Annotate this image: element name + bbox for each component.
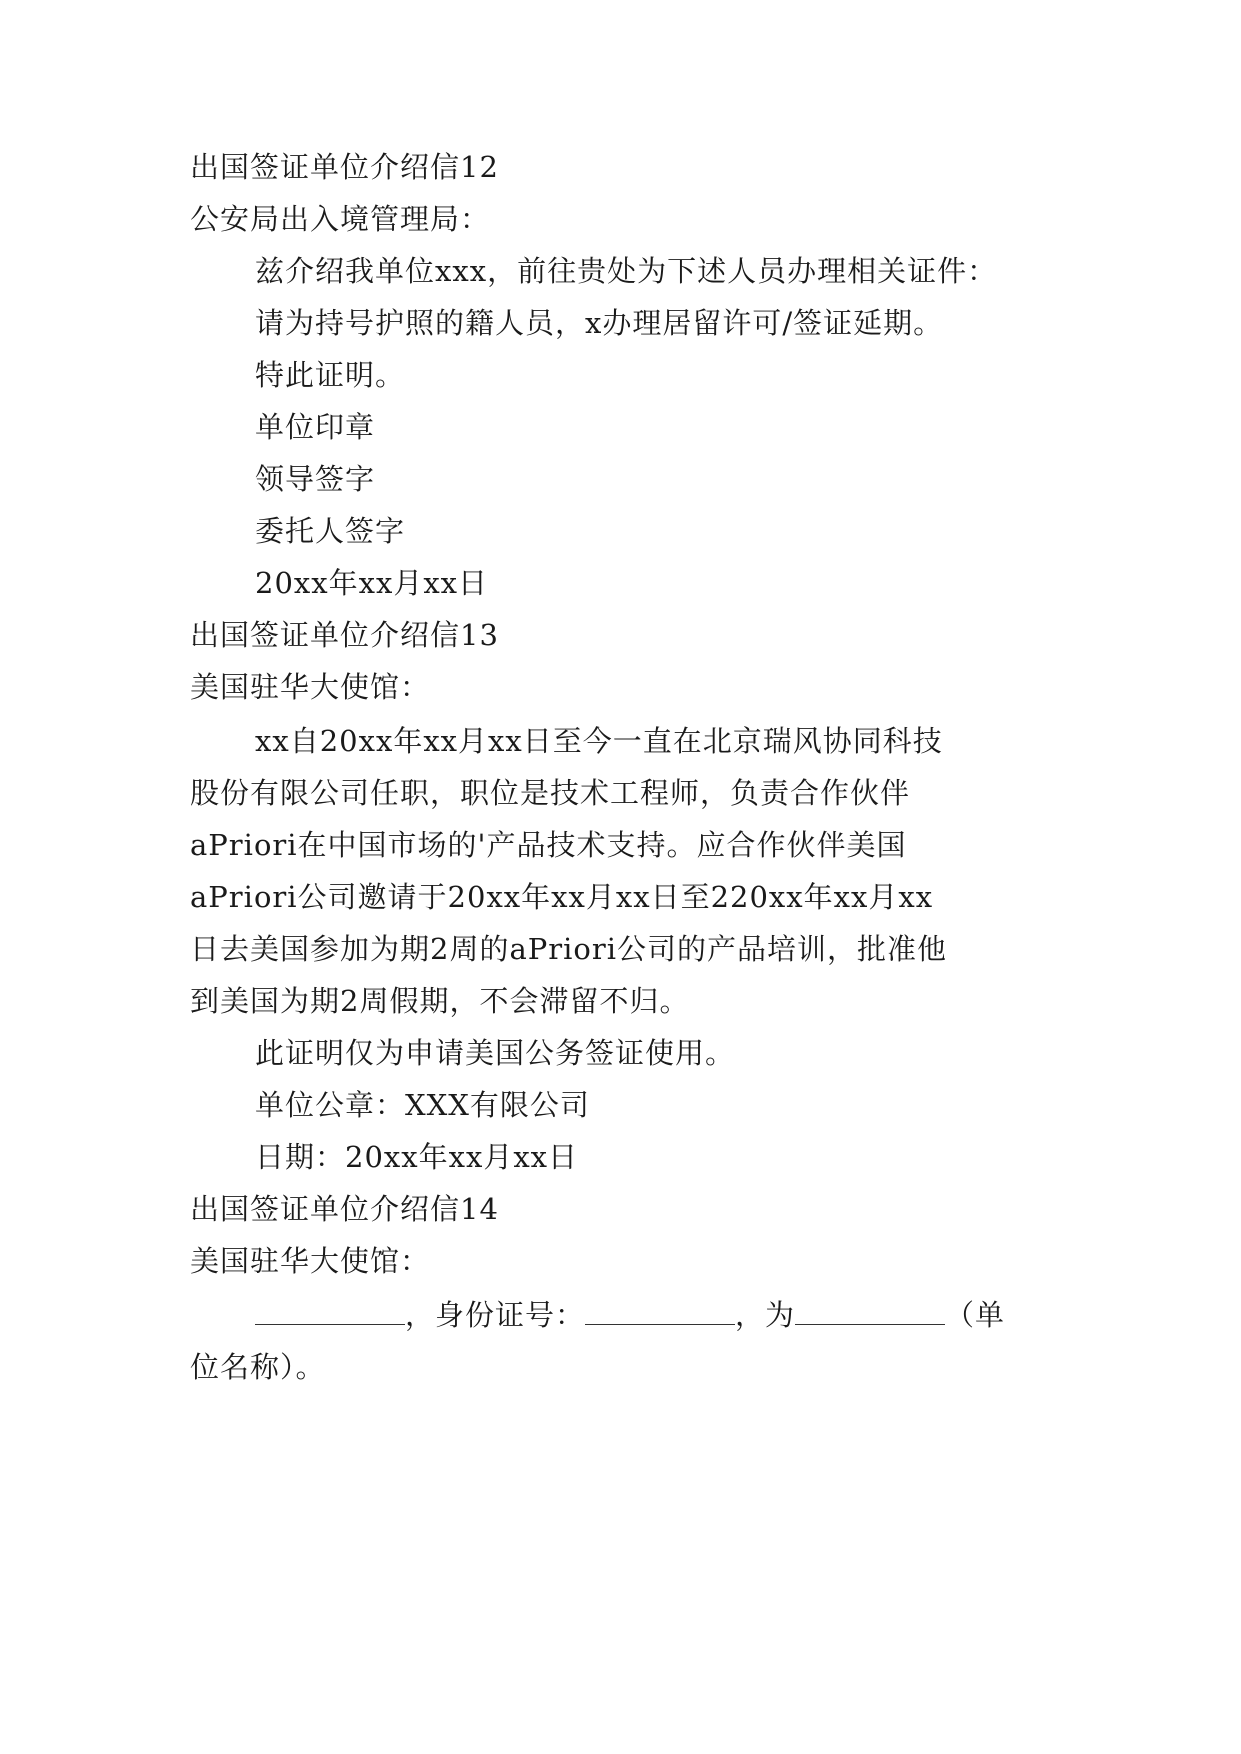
section14-unit-label-cont: 位名称）。 (190, 1350, 326, 1384)
id-number-label: ，身份证号： (405, 1298, 586, 1332)
for-label: ，为 (735, 1298, 796, 1332)
name-blank[interactable] (255, 1296, 405, 1325)
section13-date: 日期：20xx年xx月xx日 (255, 1140, 579, 1174)
section13-addressee: 美国驻华大使馆： (190, 670, 431, 704)
section13-para-line: 到美国为期2周假期，不会滞留不归。 (190, 984, 690, 1018)
section12-seal: 单位印章 (255, 410, 376, 444)
section12-body-2: 请为持号护照的籍人员，x办理居留许可/签证延期。 (255, 306, 944, 340)
section12-closing: 特此证明。 (255, 358, 406, 392)
section13-para-line: 股份有限公司任职，职位是技术工程师，负责合作伙伴 (190, 776, 911, 810)
section12-addressee: 公安局出入境管理局： (190, 202, 491, 236)
section13-para-line: xx自20xx年xx月xx日至今一直在北京瑞风协同科技 (255, 724, 943, 758)
section13-title: 出国签证单位介绍信13 (190, 618, 499, 652)
id-number-blank[interactable] (585, 1296, 735, 1325)
section14-title: 出国签证单位介绍信14 (190, 1192, 499, 1226)
section13-para-line: aPriori公司邀请于20xx年xx月xx日至220xx年xx月xx (190, 880, 934, 914)
section13-seal: 单位公章：XXX有限公司 (255, 1088, 590, 1122)
section12-leader-sign: 领导签字 (255, 462, 376, 496)
unit-name-blank[interactable] (795, 1296, 945, 1325)
section12-date: 20xx年xx月xx日 (255, 566, 489, 600)
section13-para-line: 日去美国参加为期2周的aPriori公司的产品培训，批准他 (190, 932, 947, 966)
section12-body-1: 兹介绍我单位xxx，前往贵处为下述人员办理相关证件： (255, 254, 998, 288)
section14-addressee: 美国驻华大使馆： (190, 1244, 431, 1278)
section12-agent-sign: 委托人签字 (255, 514, 406, 548)
unit-label: （单 (945, 1298, 1006, 1332)
section13-para-line: aPriori在中国市场的'产品技术支持。应合作伙伴美国 (190, 828, 907, 862)
section13-usage-note: 此证明仅为申请美国公务签证使用。 (255, 1036, 736, 1070)
section14-fill-line (255, 1295, 1055, 1335)
section12-title: 出国签证单位介绍信12 (190, 150, 499, 184)
